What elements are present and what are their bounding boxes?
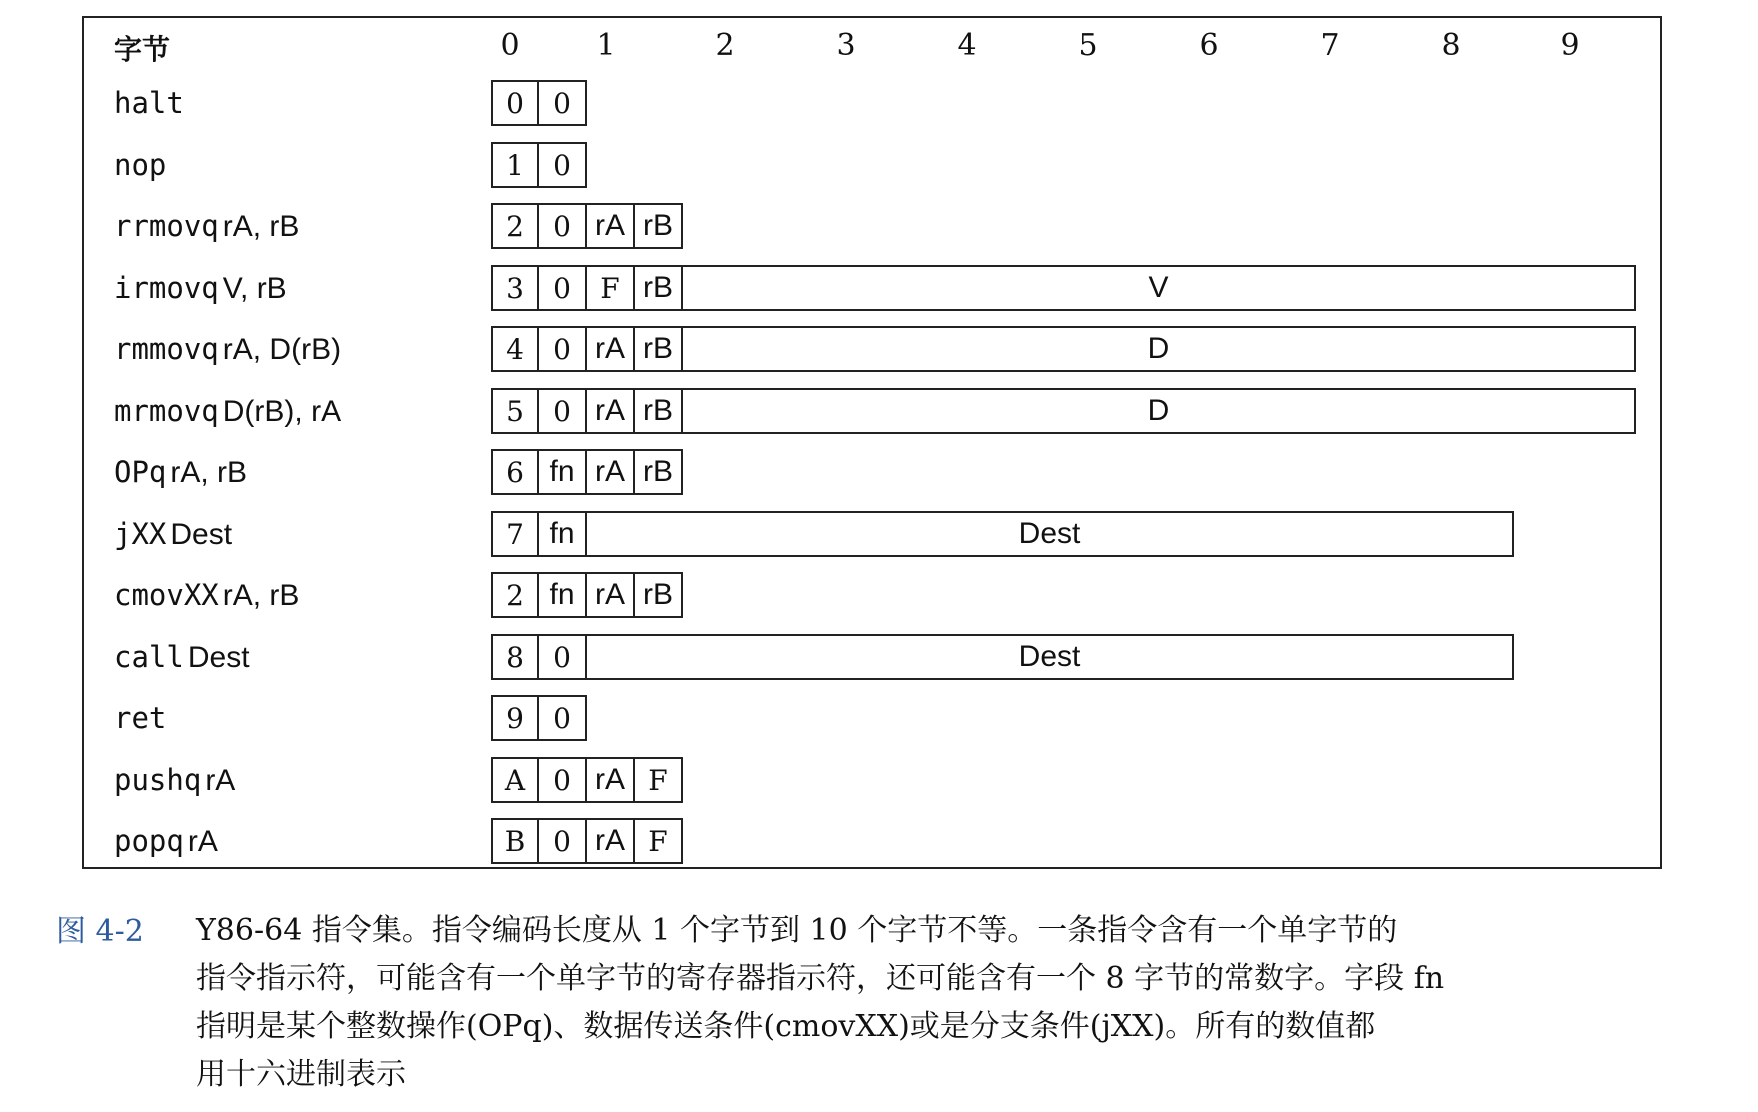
operands: Dest bbox=[187, 641, 250, 674]
constant-field: Dest bbox=[585, 511, 1514, 557]
operands: rA, rB bbox=[170, 456, 248, 489]
byte-cell: 3 bbox=[491, 265, 539, 311]
operands: rA, rB bbox=[222, 210, 300, 243]
byte-cell: 0 bbox=[537, 265, 587, 311]
byte-cell: rA bbox=[585, 757, 635, 803]
figure-caption bbox=[56, 906, 1706, 1096]
operands: rA, D(rB) bbox=[222, 333, 342, 366]
mnemonic: rrmovq bbox=[114, 209, 219, 243]
byte-cell: F bbox=[633, 818, 683, 864]
byte-index-5: 5 bbox=[1078, 28, 1098, 63]
operands: Dest bbox=[170, 518, 233, 551]
mnemonic: rmmovq bbox=[114, 332, 219, 366]
mnemonic: popq bbox=[114, 824, 184, 858]
instruction-label-popq bbox=[114, 821, 218, 861]
byte-cell: 0 bbox=[537, 142, 587, 188]
instruction-label-pushq bbox=[114, 760, 235, 800]
byte-index-1: 1 bbox=[596, 28, 616, 63]
mnemonic: jXX bbox=[114, 517, 167, 551]
instruction-label-cmovxx bbox=[114, 575, 299, 615]
instruction-label-jxx bbox=[114, 514, 232, 554]
instruction-label-opq bbox=[114, 452, 247, 492]
byte-cell: 0 bbox=[537, 818, 587, 864]
operands: rA bbox=[205, 764, 236, 797]
operands: D(rB), rA bbox=[222, 395, 342, 428]
byte-cell: A bbox=[491, 757, 539, 803]
byte-cell: 5 bbox=[491, 388, 539, 434]
instruction-encoding-figure bbox=[82, 16, 1662, 869]
byte-index-0: 0 bbox=[500, 28, 520, 63]
byte-cell: 4 bbox=[491, 326, 539, 372]
byte-cell: 7 bbox=[491, 511, 539, 557]
byte-cell: rA bbox=[585, 326, 635, 372]
caption-line-3: 指明是某个整数操作(OPq)、数据传送条件(cmovXX)或是分支条件(jXX)。所有的数值都 bbox=[196, 1009, 1376, 1044]
byte-index-4: 4 bbox=[957, 28, 977, 63]
byte-index-7: 7 bbox=[1320, 28, 1340, 63]
mnemonic: pushq bbox=[114, 763, 202, 797]
byte-cell: 9 bbox=[491, 695, 539, 741]
instruction-label-mrmovq bbox=[114, 391, 341, 431]
mnemonic: nop bbox=[114, 148, 167, 182]
instruction-label-irmovq bbox=[114, 268, 287, 308]
byte-cell: 0 bbox=[537, 80, 587, 126]
mnemonic: call bbox=[114, 640, 184, 674]
byte-cell: 0 bbox=[537, 757, 587, 803]
caption-line-1: Y86-64 指令集。指令编码长度从 1 个字节到 10 个字节不等。一条指令含有一个单字节的 bbox=[196, 913, 1398, 948]
operands: rA, rB bbox=[222, 579, 300, 612]
constant-field: D bbox=[681, 388, 1636, 434]
instruction-label-nop bbox=[114, 145, 166, 185]
caption-figure-id: 图 4-2 bbox=[56, 914, 144, 949]
byte-index-3: 3 bbox=[836, 28, 856, 63]
byte-cell: 0 bbox=[491, 80, 539, 126]
byte-cell: 6 bbox=[491, 449, 539, 495]
instruction-label-rrmovq bbox=[114, 206, 299, 246]
byte-cell: fn bbox=[537, 511, 587, 557]
mnemonic: mrmovq bbox=[114, 394, 219, 428]
byte-cell: 0 bbox=[537, 326, 587, 372]
byte-cell: B bbox=[491, 818, 539, 864]
operands: V, rB bbox=[222, 272, 287, 305]
mnemonic: OPq bbox=[114, 455, 167, 489]
byte-cell: rA bbox=[585, 203, 635, 249]
byte-cell: rB bbox=[633, 265, 683, 311]
constant-field: Dest bbox=[585, 634, 1514, 680]
operands: rA bbox=[187, 825, 218, 858]
instruction-label-ret bbox=[114, 698, 166, 738]
constant-field: D bbox=[681, 326, 1636, 372]
byte-cell: rA bbox=[585, 388, 635, 434]
byte-cell: 0 bbox=[537, 634, 587, 680]
byte-cell: 0 bbox=[537, 203, 587, 249]
mnemonic: irmovq bbox=[114, 271, 219, 305]
mnemonic: ret bbox=[114, 701, 167, 735]
byte-cell: 2 bbox=[491, 572, 539, 618]
byte-index-2: 2 bbox=[715, 28, 735, 63]
bytes-header-label: 字节 bbox=[114, 33, 171, 66]
caption-line-4: 用十六进制表示 bbox=[196, 1057, 406, 1092]
byte-index-9: 9 bbox=[1560, 28, 1580, 63]
byte-cell: rA bbox=[585, 818, 635, 864]
byte-cell: F bbox=[633, 757, 683, 803]
byte-index-6: 6 bbox=[1199, 28, 1219, 63]
byte-cell: F bbox=[585, 265, 635, 311]
instruction-label-call bbox=[114, 637, 250, 677]
mnemonic: cmovXX bbox=[114, 578, 219, 612]
byte-cell: rB bbox=[633, 449, 683, 495]
instruction-label-halt bbox=[114, 83, 184, 123]
caption-line-2: 指令指示符，可能含有一个单字节的寄存器指示符，还可能含有一个 8 字节的常数字。字段 fn bbox=[196, 961, 1445, 996]
byte-cell: 8 bbox=[491, 634, 539, 680]
mnemonic: halt bbox=[114, 86, 184, 120]
byte-cell: rB bbox=[633, 388, 683, 434]
byte-cell: 0 bbox=[537, 695, 587, 741]
byte-cell: rB bbox=[633, 203, 683, 249]
byte-cell: 0 bbox=[537, 388, 587, 434]
byte-cell: rA bbox=[585, 572, 635, 618]
byte-index-8: 8 bbox=[1441, 28, 1461, 63]
byte-cell: rB bbox=[633, 326, 683, 372]
byte-cell: 2 bbox=[491, 203, 539, 249]
instruction-label-rmmovq bbox=[114, 329, 341, 369]
byte-cell: fn bbox=[537, 572, 587, 618]
byte-cell: fn bbox=[537, 449, 587, 495]
byte-cell: rB bbox=[633, 572, 683, 618]
byte-cell: rA bbox=[585, 449, 635, 495]
constant-field: V bbox=[681, 265, 1636, 311]
byte-cell: 1 bbox=[491, 142, 539, 188]
